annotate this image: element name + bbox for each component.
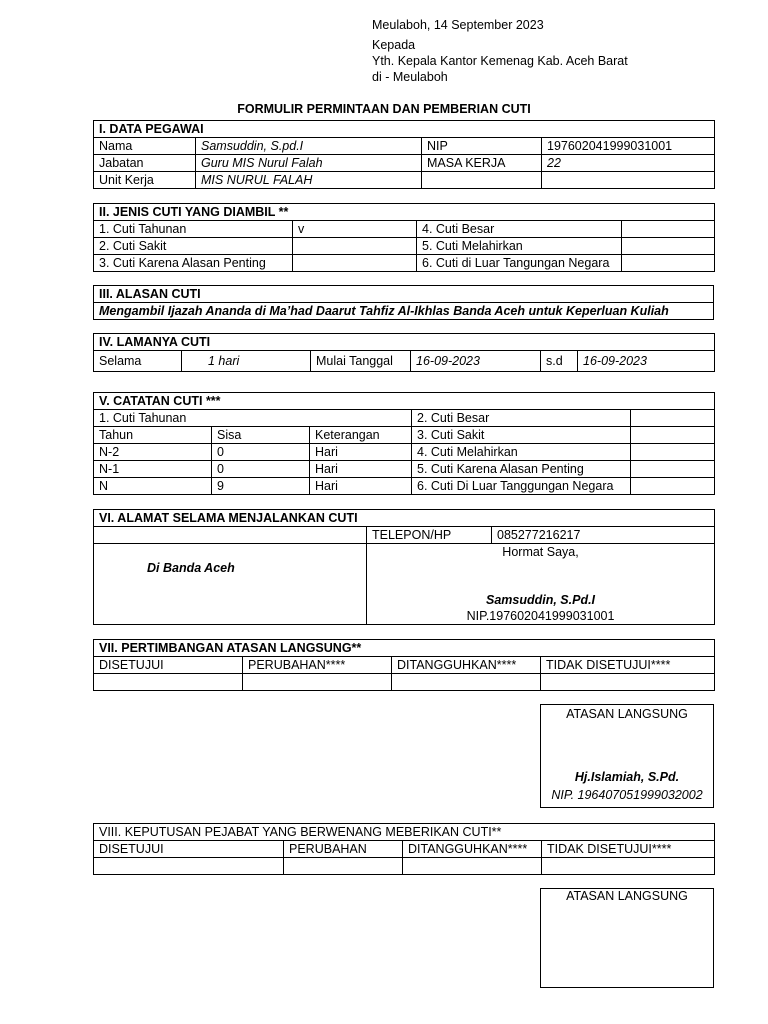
section-alamat-cuti bbox=[93, 509, 715, 625]
catatan-cuti-luar-tanggungan: 6. Cuti Di Luar Tanggungan Negara bbox=[412, 478, 631, 495]
recipient: Yth. Kepala Kantor Kemenag Kab. Aceh Barat bbox=[372, 54, 628, 68]
unit-kerja-label: Unit Kerja bbox=[94, 172, 196, 189]
table-row-sisa: 0 bbox=[212, 444, 310, 461]
jabatan-value[interactable]: Guru MIS Nurul Falah bbox=[196, 155, 422, 172]
col-disetujui: DISETUJUI bbox=[94, 657, 243, 674]
empty-cell[interactable] bbox=[631, 444, 715, 461]
ditangguhkan-check[interactable] bbox=[403, 858, 542, 875]
atasan-name: Hj.Islamiah, S.Pd. bbox=[574, 770, 680, 784]
pejabat-signature-box bbox=[540, 888, 714, 988]
regards-text: Hormat Saya, bbox=[502, 545, 579, 559]
masa-kerja-value[interactable]: 22 bbox=[542, 155, 715, 172]
to-label: Kepada bbox=[372, 38, 416, 52]
cuti-besar-check[interactable] bbox=[622, 221, 715, 238]
perubahan-check[interactable] bbox=[243, 674, 392, 691]
mulai-label: Mulai Tanggal bbox=[311, 351, 411, 372]
nip-value[interactable]: 197602041999031001 bbox=[542, 138, 715, 155]
disetujui-check[interactable] bbox=[94, 858, 284, 875]
tidak-disetujui-check[interactable] bbox=[542, 858, 715, 875]
masa-kerja-label: MASA KERJA bbox=[422, 155, 542, 172]
telepon-label: TELEPON/HP bbox=[367, 527, 492, 544]
section-data-pegawai bbox=[93, 120, 715, 189]
cuti-besar-label: 4. Cuti Besar bbox=[417, 221, 622, 238]
col-perubahan: PERUBAHAN bbox=[284, 841, 403, 858]
cuti-luar-tanggungan-label: 6. Cuti di Luar Tangungan Negara bbox=[417, 255, 622, 272]
empty-cell[interactable] bbox=[542, 172, 715, 189]
section-alasan-cuti bbox=[93, 285, 714, 320]
cuti-tahunan-label: 1. Cuti Tahunan bbox=[94, 221, 293, 238]
col-disetujui: DISETUJUI bbox=[94, 841, 284, 858]
col-sisa: Sisa bbox=[212, 427, 310, 444]
section-lamanya-cuti bbox=[93, 333, 715, 372]
sd-value[interactable]: 16-09-2023 bbox=[578, 351, 715, 372]
catatan-cuti-melahirkan: 4. Cuti Melahirkan bbox=[412, 444, 631, 461]
alasan-value[interactable]: Mengambil Ijazah Ananda di Ma’had Daarut Tahfiz Al-Ikhlas Banda Aceh untuk Keperluan Kuliah bbox=[94, 303, 714, 320]
table-row-tahun: N bbox=[94, 478, 212, 495]
section-heading: VI. ALAMAT SELAMA MENJALANKAN CUTI bbox=[94, 510, 715, 527]
signer-name: Samsuddin, S.Pd.I bbox=[485, 593, 596, 607]
tidak-disetujui-check[interactable] bbox=[541, 674, 715, 691]
cuti-melahirkan-label: 5. Cuti Melahirkan bbox=[417, 238, 622, 255]
empty-cell[interactable] bbox=[94, 527, 367, 544]
section-keputusan-pejabat bbox=[93, 823, 715, 875]
col-ditangguhkan: DITANGGUHKAN**** bbox=[403, 841, 542, 858]
table-row-ket: Hari bbox=[310, 478, 412, 495]
nip-label: NIP bbox=[422, 138, 542, 155]
cuti-sakit-label: 2. Cuti Sakit bbox=[94, 238, 293, 255]
cuti-luar-tanggungan-check[interactable] bbox=[622, 255, 715, 272]
section-heading: VIII. KEPUTUSAN PEJABAT YANG BERWENANG MEBERIKAN CUTI** bbox=[94, 824, 715, 841]
disetujui-check[interactable] bbox=[94, 674, 243, 691]
pejabat-title: ATASAN LANGSUNG bbox=[566, 889, 688, 903]
signature-cell bbox=[367, 544, 715, 625]
recipient-location: di - Meulaboh bbox=[372, 70, 448, 84]
catatan-cuti-besar: 2. Cuti Besar bbox=[412, 410, 631, 427]
nama-value[interactable]: Samsuddin, S.pd.I bbox=[196, 138, 422, 155]
section-heading: IV. LAMANYA CUTI bbox=[94, 334, 715, 351]
cuti-sakit-check[interactable] bbox=[293, 238, 417, 255]
cuti-alasan-penting-check[interactable] bbox=[293, 255, 417, 272]
sd-label: s.d bbox=[541, 351, 578, 372]
ditangguhkan-check[interactable] bbox=[392, 674, 541, 691]
table-row-sisa: 9 bbox=[212, 478, 310, 495]
empty-cell[interactable] bbox=[631, 461, 715, 478]
atasan-title: ATASAN LANGSUNG bbox=[566, 707, 688, 721]
catatan-cuti-sakit: 3. Cuti Sakit bbox=[412, 427, 631, 444]
alamat-value: Di Banda Aceh bbox=[147, 561, 235, 575]
telepon-value[interactable]: 085277216217 bbox=[492, 527, 715, 544]
cuti-melahirkan-check[interactable] bbox=[622, 238, 715, 255]
atasan-nip: NIP. 196407051999032002 bbox=[551, 788, 703, 802]
place-date: Meulaboh, 14 September 2023 bbox=[372, 18, 544, 32]
nama-label: Nama bbox=[94, 138, 196, 155]
atasan-signature-box bbox=[540, 704, 714, 808]
col-perubahan: PERUBAHAN**** bbox=[243, 657, 392, 674]
section-pertimbangan-atasan bbox=[93, 639, 715, 691]
section-heading: III. ALASAN CUTI bbox=[94, 286, 714, 303]
section-jenis-cuti bbox=[93, 203, 715, 272]
jabatan-label: Jabatan bbox=[94, 155, 196, 172]
empty-cell[interactable] bbox=[422, 172, 542, 189]
col-tahun: Tahun bbox=[94, 427, 212, 444]
col-tidak-disetujui: TIDAK DISETUJUI**** bbox=[542, 841, 715, 858]
table-row-ket: Hari bbox=[310, 444, 412, 461]
col-ditangguhkan: DITANGGUHKAN**** bbox=[392, 657, 541, 674]
mulai-value[interactable]: 16-09-2023 bbox=[411, 351, 541, 372]
table-row-tahun: N-1 bbox=[94, 461, 212, 478]
cuti-alasan-penting-label: 3. Cuti Karena Alasan Penting bbox=[94, 255, 293, 272]
section-heading: VII. PERTIMBANGAN ATASAN LANGSUNG** bbox=[94, 640, 715, 657]
selama-value[interactable]: 1 hari bbox=[182, 351, 311, 372]
table-row-ket: Hari bbox=[310, 461, 412, 478]
alamat-cell[interactable] bbox=[94, 544, 367, 625]
cuti-tahunan-check[interactable]: v bbox=[293, 221, 417, 238]
empty-cell[interactable] bbox=[631, 478, 715, 495]
col-tidak-disetujui: TIDAK DISETUJUI**** bbox=[541, 657, 715, 674]
selama-label: Selama bbox=[94, 351, 182, 372]
perubahan-check[interactable] bbox=[284, 858, 403, 875]
form-title: FORMULIR PERMINTAAN DAN PEMBERIAN CUTI bbox=[237, 102, 531, 116]
section-catatan-cuti bbox=[93, 392, 715, 495]
section-heading: V. CATATAN CUTI *** bbox=[94, 393, 715, 410]
table-row-sisa: 0 bbox=[212, 461, 310, 478]
cuti-tahunan-title: 1. Cuti Tahunan bbox=[94, 410, 412, 427]
catatan-cuti-alasan-penting: 5. Cuti Karena Alasan Penting bbox=[412, 461, 631, 478]
table-row-tahun: N-2 bbox=[94, 444, 212, 461]
signer-nip: NIP.197602041999031001 bbox=[466, 609, 615, 623]
empty-cell[interactable] bbox=[631, 427, 715, 444]
empty-cell[interactable] bbox=[631, 410, 715, 427]
col-keterangan: Keterangan bbox=[310, 427, 412, 444]
section-heading: I. DATA PEGAWAI bbox=[94, 121, 715, 138]
unit-kerja-value[interactable]: MIS NURUL FALAH bbox=[196, 172, 422, 189]
section-heading: II. JENIS CUTI YANG DIAMBIL ** bbox=[94, 204, 715, 221]
